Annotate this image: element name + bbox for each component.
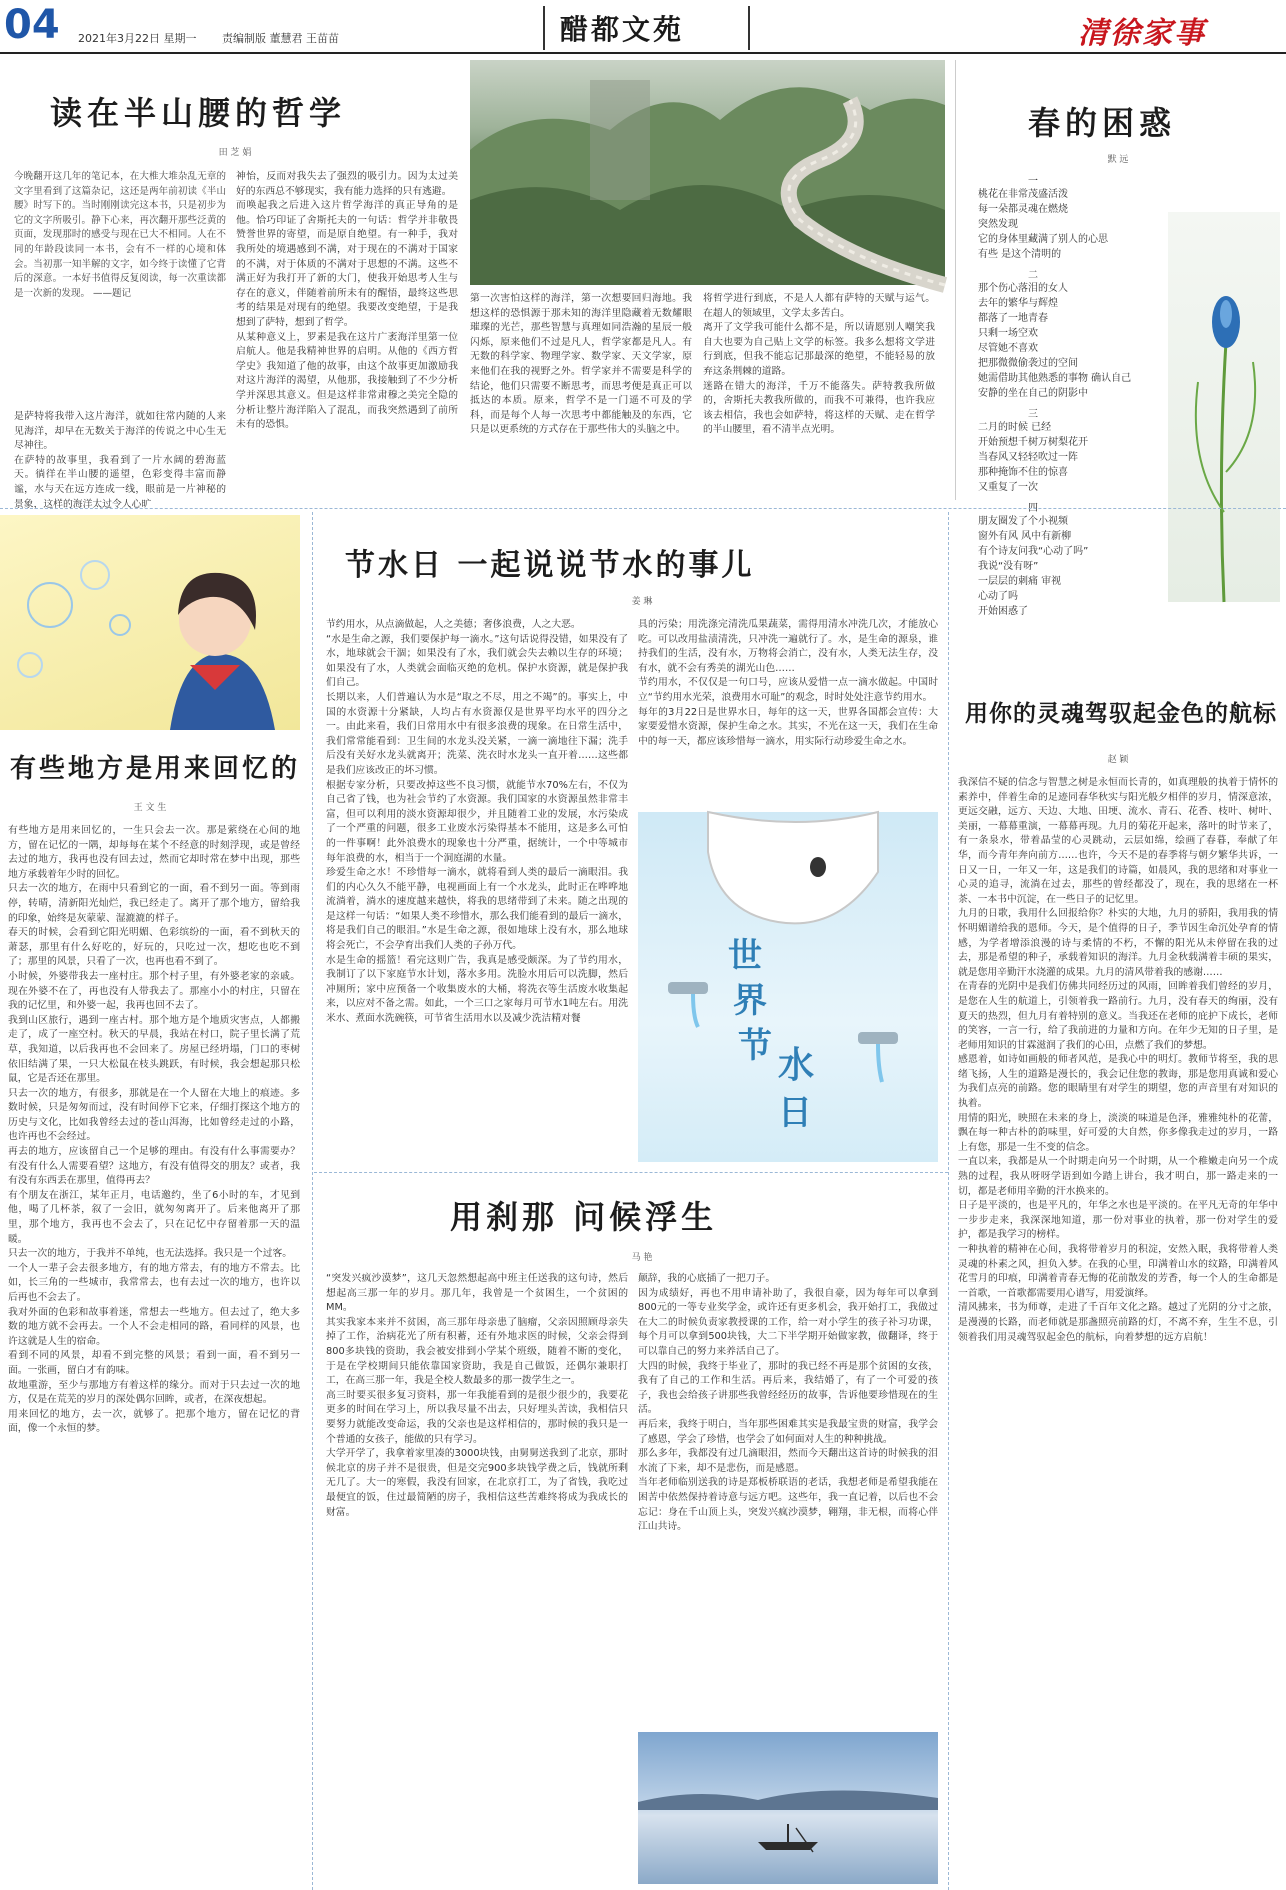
column-separator-left xyxy=(312,512,313,1890)
verse-1: 桃花在非常茂盛活泼 每一朵都灵魂在燃烧 突然发现 它的身体里藏满了别人的心思 有些 是这个清明的 xyxy=(978,189,1108,260)
verse-3-numeral: 三 xyxy=(1028,409,1038,420)
water-day-col1: 节约用水，从点滴做起，人之美德；奢侈浪费，人之大恶。 “水是生命之源，我们要保护每一滴水。”这句话说得没错，如果没有了水，地球就会干涸；如果没有了水，我们就会失去赖以生存的环境；如果没有了水，人类就会面临灭绝的危机。保护水资源，就是保护我们自己。 长期以来，人们普遍认为水是“取之不尽，用之不竭”的。事实上，中国的水资源十分紧缺，人均占有水资源仅是世界平均水平的四分之一。由此来看，我们日常用水中有很多浪费的现象。在日常生活中，我们常常能看到：卫生间的水龙头没关紧，一滴一滴地往下漏；洗手后没有关好水龙头就离开；洗菜、洗衣时水龙头一直开着……这些都是我们应该改正的坏习惯。 根据专家分析，只要改掉这些不良习惯，就能节水70%左右，不仅为自己省了钱，也为社会节约了水资源。我们国家的水资源虽然非常丰富，但可以利用的淡水资源却很少，并且随着工业的发展，水污染成了一个严重的问题，很多工业废水污染得基本不能用，这是多么可怕的一件事啊！此外浪费水的现象也十分严重，据统计，一个中等城市每年浪费的水，相当于一个洞庭湖的水量。 珍爱生命之水！不珍惜每一滴水，就将看到人类的最后一滴眼泪。我们的内心久久不能平静，电视画面上有一个水龙头，此时正在哗哗地流淌着，淌水的速度越来越快，将我的思绪带到了未来。随之出现的是这样一句话：“如果人类不珍惜水，那么我们能看到的最后一滴水，将是我们自己的眼泪。”水是生命之源，很如地球上没有水，那么地球将会死亡，不会孕育出我们人类的子孙万代。 水是生命的摇篮！看完这则广告，我真是感受颇深。为了节约用水，我制订了以下家庭节水计划，落水多用。洗脸水用后可以洗脚，然后冲厕所；家中应预备一个收集废水的大桶，将洗衣等生活废水收集起来，以应对不备之需。如此，一个三口之家每月可节水1吨左右。用洗米水、煮面水洗碗筷，可节省生活用水以及减少洗洁精对餐 xyxy=(326,619,628,1025)
svg-text:水: 水 xyxy=(778,1044,815,1086)
masthead-logo: 清徐家事 xyxy=(1078,16,1206,51)
issue-date: 2021年3月22日 星期一 xyxy=(78,32,197,45)
philosophy-col2: 神怡，反而对我失去了强烈的吸引力。因为太过美好的东西总不够现实，我有能力选择的只有逃避。 而唤起我之后进入这片哲学海洋的真正导角的是他。恰巧印证了舍斯托夫的一句话：哲学并非敬畏赞誉世界的寄望，而是原自绝望。有一种手，我对我所处的境遇感到不满，对于现在的不满对于国家的不满，对于体质的不满对于思想的不满。这些不满正好为我打开了新的大门，使我开始思考人生与存在的意义，伴随着前所未有的醒悟，最终这些思考的结果是对现有的绝望。我要改变绝望，于是我想到了萨特，想到了哲学。 从某种意义上，罗素是我在这片广袤海洋里第一位启航人。他是我精神世界的启明。从他的《西方哲学史》我知道了他的故事，由这个故事更加激励我对这片海洋的渴望，从他那，我接触到了不少分析学并深思其意义。但是这样非常肃穆之美完全隐的分析让整片海洋陷入了混乱，而我突然遇到了前所未有的恐惧。 xyxy=(236,171,458,431)
instant-title: 用刹那 问候浮生 xyxy=(450,1198,718,1236)
section-separator-mid xyxy=(314,1172,948,1173)
sail-body: 我深信不疑的信念与智慧之树是永恒而长青的，如真理般的执着于情怀的素养中，伴着生命的足迹同春华秋实与阳光般夕相伴的岁月，情深意浓，更远交融，远方、天边、大地、田埂、流水、青石、花香、枝叶、树叶、美丽，一幕幕重演，一幕幕再现。九月的菊花开起来，落叶的时节来了，有一条泉水，带着晶莹的心灵跳动，云层如绵，绘画了春暮，奉献了年华，而今青年奔向前方……也许，今天不是的春季将与朝夕繁华共诉，一日又一日，一年又一年，这是我们的诗篇，如晨风，我的思绪和对事业一心灵的追寻，流淌在过去，那些的曾经都没了，现在，我的思绪在一杯茶、一本书中沉淀，在一些日子的记忆里。 九月的日歌，我用什么回报给你？朴实的大地，九月的骄阳，我用我的情怀明媚谱给我的恩师。今天，是个值得的日子，季节因生命沉处孕育的情感，为学者增添浪漫的诗与柔情的不朽，不懈的阳光从未停留在我的过去，那是希望的种子，承载着知识的海洋。九月金秋载满着丰硕的果实，就是您用辛勤汗水浇灌的成果。九月的清风带着我的感谢…… 在青春的光阴中是我们仿佛共同经历过的风雨，回眸着我们曾经的岁月，是您在人生的航道上，引领着我一路前行。九月，没有春天的绚丽，没有夏天的热烈，但九月有着特别的意义。当我还在老师的庇护下成长，老师的笑容，一言一行，给了我前进的力量和方向。在年少无知的日子里，是老师用知识的甘霖滋润了我们的心田，点燃了我们的梦想。 感恩着，如诗如画般的师者风范，是我心中的明灯。教师节将至，我的思绪飞扬，人生的道路是漫长的，我会记住您的教诲，那是您用真诚和爱心为我们点亮的前路。您的眼睛里有对学生的期望，您的声音里有对知识的执着。 用情的阳光，映照在未来的身上，淡淡的味道是色泽，雅雅纯朴的花蕾，飘在每一种古朴的韵味里，好可爱的大自然，你多像我走过的岁月，一路上有您，那是一生不变的信念。 一直以来，我都是从一个时期走向另一个时期，从一个稚嫩走向另一个成熟的过程，我从呀呀学语到如今踏上讲台，我才明白，那一路走来的一切，都是老师用辛勤的汗水换来的。 日子是平淡的，也是平凡的，年华之水也是平淡的。在平凡无奇的年华中一步步走来，我深深地知道，那一份对事业的执着，那一份对学生的爱护，都是我学习的榜样。 一种执着的精神在心间，我将带着岁月的积淀，安然入眠，我将带着人类灵魂的朴素之风，担负入梦。在我的心里，印满着山水的纹路，印满着风花雪月的印痕，印满着青春无悔的花前散发的芳香，每一个人的生命都是一首歌，一首歌都需要用心谱写，用爱演绎。 清风拂来，书为师尊，走进了千百年文化之路。越过了光阴的分寸之旅，是漫漫的长路，而老师就是那盏照亮前路的灯，不离不弃，生生不息，引领着我们用灵魂驾驭起金色的航标，向着梦想的远方启航！ xyxy=(958,777,1278,1343)
girl-bubbles-drawing xyxy=(0,515,300,730)
page-number: 04 xyxy=(4,2,60,48)
header-divider-left xyxy=(543,6,545,50)
instant-author: 马 艳 xyxy=(631,1253,653,1263)
svg-text:世: 世 xyxy=(728,936,762,976)
column-separator-right xyxy=(948,512,949,1890)
philosophy-author: 田 芝 娟 xyxy=(218,148,252,158)
spring-title: 春的困惑 xyxy=(1028,104,1177,142)
water-day-title: 节水日 一起说说节水的事儿 xyxy=(345,548,755,583)
header-rule xyxy=(0,52,1286,54)
sail-title: 用你的灵魂驾驭起金色的航标 xyxy=(965,700,1277,727)
philosophy-title: 读在半山腰的哲学 xyxy=(50,94,347,132)
verse-2-numeral: 二 xyxy=(1028,270,1038,281)
flower-bud-illustration xyxy=(1168,212,1280,602)
water-day-author: 姜 琳 xyxy=(631,597,653,607)
memory-author: 王 文 生 xyxy=(133,803,167,813)
spring-author: 默 远 xyxy=(1107,155,1129,165)
philosophy-col3: 第一次害怕这样的海洋，第一次想要回归海地。我想这样的恐惧源于那未知的海洋里隐藏着无数耀眼璀璨的光芒，那些智慧与真理如同浩瀚的星辰一般闪烁，原来他们不过是凡人，哲学家都是凡人。有无数的科学家、物理学家、数学家、天文学家，原来他们在我的视野之外。哲学家并不需要是科学的结论，他们只需要不断思考，而思考便是真正可以抵达的本质。原来，哲学不是一门遥不可及的学科，而是每个人每一次思考中都能触及的东西，它只是以更系统的方式存在于那些伟大的头脑之中。 xyxy=(470,293,692,436)
lake-boat-illustration xyxy=(638,1732,938,1884)
philosophy-intro: 今晚翻开这几年的笔记本，在大椎大堆杂乱无章的文字里看到了这篇杂记，这还是两年前初读《半山腰》时写下的。当时刚刚读完这本书，只是初步为它的文字所吸引。静下心来，再次翻开那些泛黄的页面，发现那时的感受与现在已大不相同。人在不同的年龄段读同一本书，会有不一样的心境和体会。当初那一知半解的文字，如今终于读懂了它背后的深意。一本好书值得反复阅读，每一次重读都是一次新的发现。 ——题记 xyxy=(14,171,226,299)
philosophy-col4: 将哲学进行到底，不是人人都有萨特的天赋与运气。在超人的领域里，文学太多苦白。 离开了文学我可能什么都不是，所以请愿别人嘲笑我自大也要为自己贴上文学的标签。我多么想将文学进行到底，但我不能忘记那最深的绝望，不能轻易的放弃这条荆棘的道路。 迷路在错大的海洋，千万不能落失。萨特教我所做的，舍斯托夫教我所做的，而我不可兼得，也许我应该去相信，我也会如萨特，将这样的天赋、走在哲学的半山腰里，看不清半点光明。 xyxy=(703,293,935,436)
instant-col2: 颠辞，我的心底插了一把刀子。 因为成绩好，再也不用申请补助了，我很自豪，因为每年可以拿到800元的一等专业奖学金，或许还有更多机会，我开始打工，我做过在大二的时候负责家教授课的工作，给一对小学生的孩子补习功课，每个月可以拿到500块钱，大二下半学期开始做家教，做翻译，终于可以靠自己的努力来养活自己了。 大四的时候，我终于毕业了，那时的我已经不再是那个贫困的女孩，我有了自己的工作和生活。再后来，我结婚了，有了一个可爱的孩子，我也会给孩子讲那些我曾经经历的故事，告诉他要珍惜现在的生活。 再后来，我终于明白，当年那些困难其实是我最宝贵的财富，我学会了感恩，学会了珍惜，也学会了如何面对人生的种种挑战。 那么多年，我都没有过几滴眼泪，然而今天翻出这首诗的时候我的泪水流了下来，却不是悲伤，而是感恩。 当年老师临别送我的诗是郑板桥联语的老话，我想老师是希望我能在困苦中依然保持着诗意与远方吧。这些年，我一直记着，以后也不会忘记：身在千山顶上头，突发兴疯沙漠梦，翱翔，非无根，而将心伴江山共诗。 xyxy=(638,1273,938,1533)
lake-boat-photo xyxy=(638,1732,938,1884)
column-rule xyxy=(955,60,956,500)
instant-col1: “突发兴疯沙漠梦”，这几天忽然想起高中班主任送我的这句诗，然后想起高三那一年的岁月。那几年，我曾是一个贫困生，一个贫困的MM。 其实我家本来并不贫困，高三那年母亲患了脑瘤，父亲因照顾母亲失掉了工作，治病花光了所有积蓄，还有外地求医的时候，父亲会得到800多块钱的资助，我会被安排到小学某个班级，随着不断的变化，于是在学校期间只能依靠国家资助，我是自己做饭，还偶尔兼职打工，在高三那一年，我是全校人数最多的那一拨学生之一。 高三时要买很多复习资料，那一年我能看到的是很少很少的，我要花更多的时间在学习上，所以我尽量不出去，只好埋头苦读，我相信只要努力就能改变命运，我的父亲也是这样相信的，那时候的我只是一个普通的女孩子，能做的只有学习。 大学开学了，我拿着家里凑的3000块钱，由舅舅送我到了北京，那时候北京的房子并不是很贵，但是交完900多块钱学费之后，钱就所剩无几了。大一的寒假，我没有回家，在北京打工，为了省钱，我吃过最便宜的饭，住过最简陋的房子，我相信这些苦难终将成为我成长的财富。 xyxy=(326,1273,628,1518)
section-name: 醋都文苑 xyxy=(560,13,685,46)
editors: 责编制版 董慧君 王苗苗 xyxy=(222,32,339,45)
verse-4: 朋友圈发了个小视频 窗外有风 风中有新柳 有个诗友问我“心动了吗” 我说“没有呀” 一层层的刺痛 审视 心动了吗 开始困惑了 xyxy=(978,516,1089,617)
svg-text:节: 节 xyxy=(738,1026,772,1066)
spring-verses xyxy=(978,172,1168,619)
philosophy-col1: 是萨特将我带入这片海洋，就如往常内随的人来见海洋，却早在无数关于海洋的传说之中心生无尽神往。 在萨特的故事里，我看到了一片水阔的碧海蓝天。徜徉在半山腰的遥望，色彩变得丰富而静谧，水与天在远方连成一线，眼前是一片神秘的景象，这样的海洋太过令人心旷 xyxy=(14,411,226,510)
section-separator-top xyxy=(0,508,1286,509)
verse-4-numeral: 四 xyxy=(1028,503,1038,514)
verse-3: 二月的时候 已经 开始预想千树万树梨花开 当春风又轻轻吹过一阵 那种掩饰不住的惊喜 又重复了一次 xyxy=(978,422,1088,493)
memory-title: 有些地方是用来回忆的 xyxy=(10,754,301,784)
sail-author: 赵 颖 xyxy=(1107,755,1129,765)
mountain-road-photo xyxy=(470,60,945,285)
page-header xyxy=(0,0,1286,52)
memory-body: 有些地方是用来回忆的，一生只会去一次。那是萦绕在心间的地方，留在记忆的一隅，却每每在某个不经意的时刻浮现，或是曾经去过的地方，我再也没有回去过，然而它却时常在梦中出现，那些地方承载着年少时的回忆。 只去一次的地方，在雨中只看到它的一面，看不到另一面。等到雨停，转晴，清新阳光灿烂，我已经走了。离开了那个地方，留给我的印象，始终是灰蒙蒙、湿漉漉的样子。 春天的时候，会看到它阳光明媚、色彩缤纷的一面，看不到秋天的萧瑟，那里有什么好吃的，好玩的，只吃过一次，想吃也吃不到了；那里的风景，只看了一次，也再也看不到了。 小时候，外婆带我去一座村庄。那个村子里，有外婆老家的亲戚。现在外婆不在了，再也没有人带我去了。那座小小的村庄，只留在我的记忆里，和外婆一起，我再也回不去了。 我到山区旅行，遇到一座古村。那个地方是个地质灾害点，人都搬走了，成了一座空村。秋天的早晨，我站在村口，院子里长满了荒草，我知道，以后我再也不会回来了。房屋已经坍塌，门口的枣树依旧结满了果，一只大松鼠在枝头跳跃，有时候，我会想起那只松鼠，它是否还在那里。 只去一次的地方，有很多，那就是在一个人留在大地上的痕迹。多数时候，只是匆匆而过，没有时间停下它来，仔细打探这个地方的历史与文化，比如我曾经去过的苍山洱海，比如曾经走过的小路，也许再也不会经过。 再去的地方，应该留自己一个足够的理由。有没有什么事需要办？有没有什么人需要看望？这地方，有没有值得交的朋友？或者，我有没有东西丢在那里，值得再去？ 有个朋友在浙江，某年正月，电话邀约，坐了6小时的车，才见到他，喝了几杯茶，叙了一会旧，就匆匆离开了。后来他离开了那里，那个地方，我再也不会去了，只在记忆中存留着那一天的温暖。 只去一次的地方，于我并不单纯，也无法选择。我只是一个过客。 一个人一辈子会去很多地方，有的地方常去，有的地方不常去。比如，长三角的一些城市，我常常去，也有去过一次的地方，也许以后再也不会去了。 我对外面的色彩和故事着迷，常想去一些地方。但去过了，绝大多数的地方就不会再去。一个人不会走相同的路，看同样的风景，也许这就是人生的宿命。 看到不同的风景，却看不到完整的风景；看到一面，看不到另一面。一张画，留白才有韵味。 故地重游，至少与那地方有着这样的缘分。而对于只去过一次的地方，仅是在荒芜的岁月的深处偶尔回眸，或者，在深夜想起。 用来回忆的地方，去一次，就够了。把那个地方，留在记忆的背面，像一个永恒的梦。 xyxy=(8,825,300,1435)
girl-bubbles-illustration xyxy=(0,515,300,730)
flower-bud-photo xyxy=(1168,212,1280,602)
world-water-day-poster xyxy=(638,812,938,1162)
svg-text:日: 日 xyxy=(778,1093,812,1133)
header-divider-right xyxy=(748,6,750,50)
verse-2: 那个伤心落泪的女人 去年的繁华与辉煌 都落了一地青春 只剩一场空欢 尽管她不喜欢 把那微微偷袭过的空间 她需借助其他熟悉的事物 确认自己 安静的坐在自己的阴影中 xyxy=(978,283,1132,399)
svg-text:界: 界 xyxy=(733,981,767,1021)
verse-1-numeral: 一 xyxy=(1028,176,1038,187)
water-day-col2: 具的污染；用洗涤完清洗瓜果蔬菜，需得用清水冲洗几次，才能放心吃。可以改用盐渍清洗，只冲洗一遍就行了。水，是生命的源泉，谁持我们的生活，没有水，万物将会消亡，没有水，人类无法生存，没有水，就不会有秀美的湖光山色…… 节约用水，不仅仅是一句口号，应该从爱惜一点一滴水做起。中国时立“节约用水光荣，浪费用水可耻”的观念，时时处处注意节约用水。 每年的3月22日是世界水日，每年的这一天，世界各国都会宣传：大家要爱惜水资源，保护生命之水。其实，不光在这一天，我们在生命中的每一天，都应该珍惜每一滴水，用实际行动珍爱生命之水。 xyxy=(638,619,938,747)
water-day-illustration xyxy=(638,812,938,1162)
mountain-road-illustration xyxy=(470,60,945,285)
